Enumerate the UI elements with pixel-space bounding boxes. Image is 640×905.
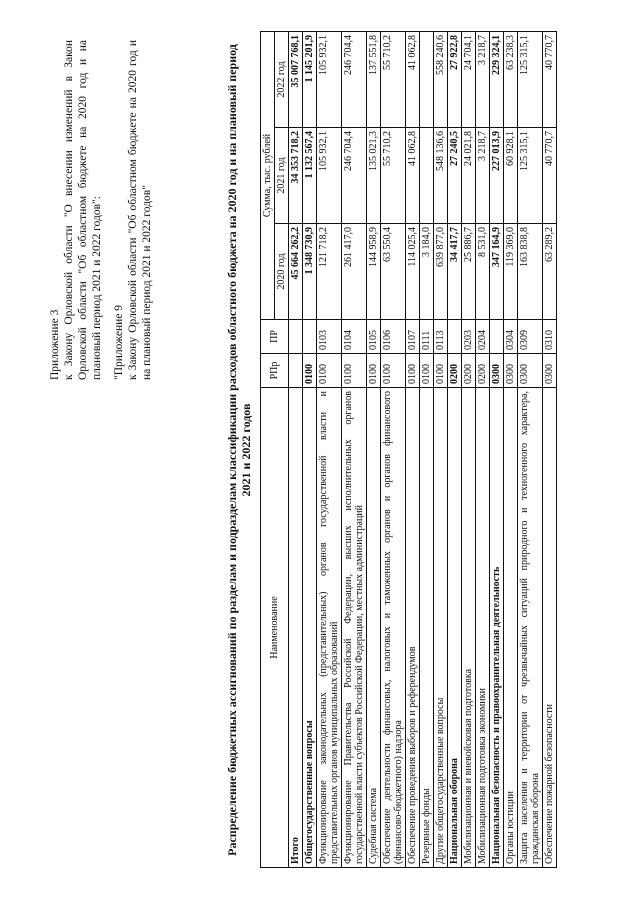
- row-rz-code: 0100: [406, 354, 420, 388]
- row-name: Общегосударственные вопросы: [303, 388, 317, 868]
- row-pr-code: 0113: [434, 320, 448, 354]
- row-pr-code: 0310: [543, 320, 557, 354]
- row-value-2020: 3 184,0: [420, 224, 434, 320]
- row-value-2021: 3 218,7: [476, 128, 490, 224]
- row-name: Обеспечение пожарной безопасности: [543, 388, 557, 868]
- table-row: [518, 31, 543, 867]
- row-value-2020: 114 025,4: [406, 224, 420, 320]
- row-value-2021: 125 315,1: [518, 128, 543, 224]
- appendix-header: [48, 40, 154, 380]
- row-value-2022: 35 007 768,1: [289, 31, 303, 127]
- table-row: [289, 31, 303, 867]
- table-row: [504, 31, 518, 867]
- header-sum-group: Сумма, тыс. рублей: [261, 31, 275, 319]
- budget-allocation-table: [260, 31, 557, 868]
- row-pr-code: 0105: [367, 320, 381, 354]
- row-value-2022: 55 710,2: [381, 31, 406, 127]
- row-value-2022: 63 238,3: [504, 31, 518, 127]
- row-value-2022: 41 062,8: [406, 31, 420, 127]
- row-pr-code: [490, 320, 504, 354]
- row-rz-code: 0200: [462, 354, 476, 388]
- row-rz-code: 0100: [434, 354, 448, 388]
- row-value-2020: 639 877,0: [434, 224, 448, 320]
- table-row: [406, 31, 420, 867]
- header-rz: РПр: [261, 354, 289, 388]
- row-value-2021: 246 704,4: [342, 128, 367, 224]
- row-value-2021: 1 132 567,4: [303, 128, 317, 224]
- row-value-2021: 55 710,2: [381, 128, 406, 224]
- row-pr-code: [303, 320, 317, 354]
- rotated-document-page: [20, 20, 615, 880]
- table-row: [303, 31, 317, 867]
- row-value-2021: 41 062,8: [406, 128, 420, 224]
- row-value-2020: 63 550,4: [381, 224, 406, 320]
- row-name: Другие общегосударственные вопросы: [434, 388, 448, 868]
- table-row: [448, 31, 462, 867]
- row-value-2022: 24 704,1: [462, 31, 476, 127]
- header-2021: 2021 год: [275, 128, 289, 224]
- row-value-2021: 548 136,6: [434, 128, 448, 224]
- row-name: Защита населения и территории от чрезвычайных ситуаций природного и техногенного характера, гражданская оборона: [518, 388, 543, 868]
- row-rz-code: 0300: [518, 354, 543, 388]
- row-value-2022: 125 315,1: [518, 31, 543, 127]
- row-value-2021: 34 353 718,2: [289, 128, 303, 224]
- row-rz-code: 0100: [303, 354, 317, 388]
- row-name: Обеспечение проведения выборов и референдумов: [406, 388, 420, 868]
- row-value-2020: 8 531,0: [476, 224, 490, 320]
- document-title: Распределение бюджетных ассигнований по разделам и подразделам классификации расходов областного бюджета на 2020 год и на плановый период 2021 и 2022 годов: [225, 44, 253, 856]
- row-name: Мобилизационная подготовка экономики: [476, 388, 490, 868]
- row-pr-code: 0104: [342, 320, 367, 354]
- table-row: [462, 31, 476, 867]
- row-pr-code: 0107: [406, 320, 420, 354]
- table-row: [434, 31, 448, 867]
- table-row: [543, 31, 557, 867]
- row-name: Судебная система: [367, 388, 381, 868]
- row-value-2020: 121 718,2: [317, 224, 342, 320]
- row-value-2020: 25 886,7: [462, 224, 476, 320]
- row-value-2020: 1 348 730,9: [303, 224, 317, 320]
- row-name: Функционирование законодательных (представительных) органов государственной власти и представительных органов муниципальных образований: [317, 388, 342, 868]
- row-value-2020: 144 958,9: [367, 224, 381, 320]
- row-value-2021: 60 928,1: [504, 128, 518, 224]
- row-value-2020: 34 417,7: [448, 224, 462, 320]
- row-value-2021: 24 021,8: [462, 128, 476, 224]
- row-rz-code: 0100: [317, 354, 342, 388]
- row-value-2022: 27 922,8: [448, 31, 462, 127]
- row-value-2021: 227 013,9: [490, 128, 504, 224]
- row-value-2020: 261 417,0: [342, 224, 367, 320]
- table-row: [490, 31, 504, 867]
- header-2022: 2022 год: [275, 31, 289, 127]
- row-rz-code: 0300: [490, 354, 504, 388]
- row-name: Мобилизационная и вневойсковая подготовка: [462, 388, 476, 868]
- header-name: Наименование: [261, 388, 289, 868]
- header-pr: ПР: [261, 320, 289, 354]
- table-row: [381, 31, 406, 867]
- row-value-2020: 45 664 262,2: [289, 224, 303, 320]
- row-value-2020: 63 289,2: [543, 224, 557, 320]
- row-value-2022: [420, 31, 434, 127]
- table-row: [476, 31, 490, 867]
- row-pr-code: [448, 320, 462, 354]
- row-rz-code: 0100: [367, 354, 381, 388]
- row-value-2022: 40 770,7: [543, 31, 557, 127]
- appendix-number: Приложение 3: [49, 309, 61, 380]
- row-pr-code: 0106: [381, 320, 406, 354]
- row-value-2022: 3 218,7: [476, 31, 490, 127]
- row-pr-code: 0203: [462, 320, 476, 354]
- row-rz-code: [289, 354, 303, 388]
- row-value-2021: 27 240,5: [448, 128, 462, 224]
- row-rz-code: 0200: [476, 354, 490, 388]
- row-pr-code: 0204: [476, 320, 490, 354]
- row-value-2022: 137 551,8: [367, 31, 381, 127]
- row-name: Национальная оборона: [448, 388, 462, 868]
- row-value-2020: 347 164,9: [490, 224, 504, 320]
- row-pr-code: [289, 320, 303, 354]
- row-name: Обеспечение деятельности финансовых, налоговых и таможенных органов и органов финансового (финансово-бюджетного) надзора: [381, 388, 406, 868]
- row-value-2022: 105 932,1: [317, 31, 342, 127]
- appendix-law-reference: к Закону Орловской области "О внесении изменений в Закон Орловской области "Об областном бюджете на 2020 год и на плановый период 2021 и 2022 годов":: [63, 40, 103, 380]
- row-name: Органы юстиции: [504, 388, 518, 868]
- row-pr-code: 0309: [518, 320, 543, 354]
- row-value-2022: 1 145 201,9: [303, 31, 317, 127]
- table-row: [367, 31, 381, 867]
- row-value-2021: [420, 128, 434, 224]
- row-rz-code: 0200: [448, 354, 462, 388]
- row-pr-code: 0304: [504, 320, 518, 354]
- row-name: Функционирование Правительства Российской Федерации, высших исполнительных органов государственной власти субъектов Российской Федерации, местных администраций: [342, 388, 367, 868]
- appendix-inner-law-reference: к Закону Орловской области "Об областном бюджете на 2020 год и на плановый период 2021 и 2022 годов": [127, 40, 153, 380]
- row-value-2022: 229 324,1: [490, 31, 504, 127]
- row-value-2022: 558 240,6: [434, 31, 448, 127]
- row-rz-code: 0300: [543, 354, 557, 388]
- table-row: [317, 31, 342, 867]
- row-value-2022: 246 704,4: [342, 31, 367, 127]
- row-value-2021: 40 770,7: [543, 128, 557, 224]
- appendix-inner-number: "Приложение 9: [113, 304, 125, 380]
- row-value-2021: 135 021,3: [367, 128, 381, 224]
- row-rz-code: 0100: [420, 354, 434, 388]
- table-row: [342, 31, 367, 867]
- header-2020: 2020 год: [275, 224, 289, 320]
- row-pr-code: 0111: [420, 320, 434, 354]
- row-value-2020: 163 838,8: [518, 224, 543, 320]
- row-name: Итого: [289, 388, 303, 868]
- row-name: Резервные фонды: [420, 388, 434, 868]
- row-name: Национальная безопасность и правоохранительная деятельность: [490, 388, 504, 868]
- row-pr-code: 0103: [317, 320, 342, 354]
- row-rz-code: 0100: [381, 354, 406, 388]
- row-rz-code: 0300: [504, 354, 518, 388]
- row-value-2020: 119 369,0: [504, 224, 518, 320]
- row-rz-code: 0100: [342, 354, 367, 388]
- row-value-2021: 105 932,1: [317, 128, 342, 224]
- table-row: [420, 31, 434, 867]
